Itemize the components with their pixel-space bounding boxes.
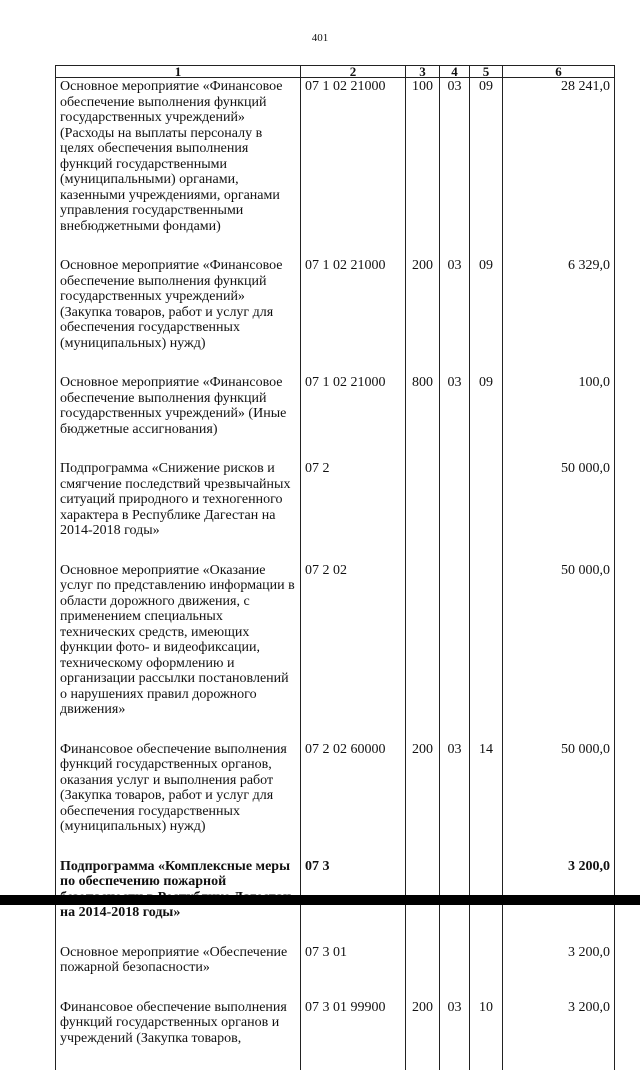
table-row xyxy=(56,78,615,259)
row-name: Финансовое обеспечение выполнения функций государственных органов, оказания услуг и выполнения работ (Закупка товаров, работ и услуг для обеспечения государственных (муниципальных) нужд) xyxy=(56,742,301,859)
row-code: 07 1 02 21000 xyxy=(301,375,406,461)
row-name: Основное мероприятие «Финансовое обеспечение выполнения функций государственных учреждений» (Закупка товаров, работ и услуг для обеспечения государственных (муниципальных) нужд) xyxy=(56,258,301,375)
header-col-2: 2 xyxy=(301,66,406,78)
row-code: 07 3 xyxy=(301,859,406,945)
header-col-3: 3 xyxy=(406,66,440,78)
row-vr: 09 xyxy=(470,258,503,375)
row-vr xyxy=(470,563,503,742)
row-code: 07 2 02 xyxy=(301,563,406,742)
row-name: Подпрограмма «Комплексные меры по обеспечению пожарной на 2014-2018 годы» xyxy=(56,859,301,945)
row-pr: 03 xyxy=(440,742,470,859)
row-name: Основное мероприятие «Финансовое обеспечение выполнения функций государственных учреждений» (Расходы на выплаты персоналу в целях обеспечения выполнения функций государственными (муниципальными) органами, казенными учреждениями, органами управления государственными внебюджетными фондами) xyxy=(56,78,301,259)
row-vr: 09 xyxy=(470,375,503,461)
row-rz: 800 xyxy=(406,375,440,461)
page-number: 401 xyxy=(0,32,640,44)
row-amount: 28 241,0 xyxy=(503,78,615,259)
table-row xyxy=(56,258,615,375)
row-pr xyxy=(440,563,470,742)
table-row xyxy=(56,1000,615,1070)
row-code: 07 3 01 xyxy=(301,945,406,1000)
row-pr: 03 xyxy=(440,1000,470,1070)
row-rz xyxy=(406,563,440,742)
row-code: 07 3 01 99900 xyxy=(301,1000,406,1070)
row-vr xyxy=(470,461,503,563)
header-col-5: 5 xyxy=(470,66,503,78)
row-name: Подпрограмма «Снижение рисков и смягчение последствий чрезвычайных ситуаций природного и техногенного характера в Республике Дагестан на 2014-2018 годы» xyxy=(56,461,301,563)
row-rz: 100 xyxy=(406,78,440,259)
row-amount: 100,0 xyxy=(503,375,615,461)
row-amount: 6 329,0 xyxy=(503,258,615,375)
row-code: 07 1 02 21000 xyxy=(301,258,406,375)
row-pr: 03 xyxy=(440,375,470,461)
row-amount: 3 200,0 xyxy=(503,859,615,945)
row-amount: 50 000,0 xyxy=(503,742,615,859)
row-rz: 200 xyxy=(406,1000,440,1070)
table-row xyxy=(56,742,615,859)
row-amount: 3 200,0 xyxy=(503,1000,615,1070)
budget-table xyxy=(55,65,615,1070)
row-amount: 3 200,0 xyxy=(503,945,615,1000)
row-vr: 14 xyxy=(470,742,503,859)
row-pr xyxy=(440,461,470,563)
row-pr xyxy=(440,945,470,1000)
scan-bottom-edge xyxy=(0,895,640,905)
row-rz xyxy=(406,461,440,563)
row-code: 07 1 02 21000 xyxy=(301,78,406,259)
row-rz xyxy=(406,945,440,1000)
row-pr: 03 xyxy=(440,78,470,259)
row-code: 07 2 xyxy=(301,461,406,563)
row-code: 07 2 02 60000 xyxy=(301,742,406,859)
header-col-4: 4 xyxy=(440,66,470,78)
table-row xyxy=(56,945,615,1000)
table-body xyxy=(56,78,615,1070)
row-vr xyxy=(470,945,503,1000)
row-name: Основное мероприятие «Оказание услуг по представлению информации в области дорожного движения, с применением специальных технических средств, имеющих функции фото- и видеофиксации, техническому оформлению и организации рассылки постановлений о нарушениях правил дорожного движения» xyxy=(56,563,301,742)
row-rz: 200 xyxy=(406,742,440,859)
row-vr: 09 xyxy=(470,78,503,259)
row-amount: 50 000,0 xyxy=(503,563,615,742)
row-rz: 200 xyxy=(406,258,440,375)
header-col-6: 6 xyxy=(503,66,615,78)
row-pr: 03 xyxy=(440,258,470,375)
table-row xyxy=(56,461,615,563)
table-row xyxy=(56,375,615,461)
row-name: Основное мероприятие «Обеспечение пожарной безопасности» xyxy=(56,945,301,1000)
header-col-1: 1 xyxy=(56,66,301,78)
row-name: Финансовое обеспечение выполнения функций государственных органов и учреждений (Закупка товаров, xyxy=(56,1000,301,1070)
row-amount: 50 000,0 xyxy=(503,461,615,563)
row-vr: 10 xyxy=(470,1000,503,1070)
table-header-row xyxy=(56,66,615,78)
row-name: Основное мероприятие «Финансовое обеспечение выполнения функций государственных учреждений» (Иные бюджетные ассигнования) xyxy=(56,375,301,461)
table-row xyxy=(56,563,615,742)
